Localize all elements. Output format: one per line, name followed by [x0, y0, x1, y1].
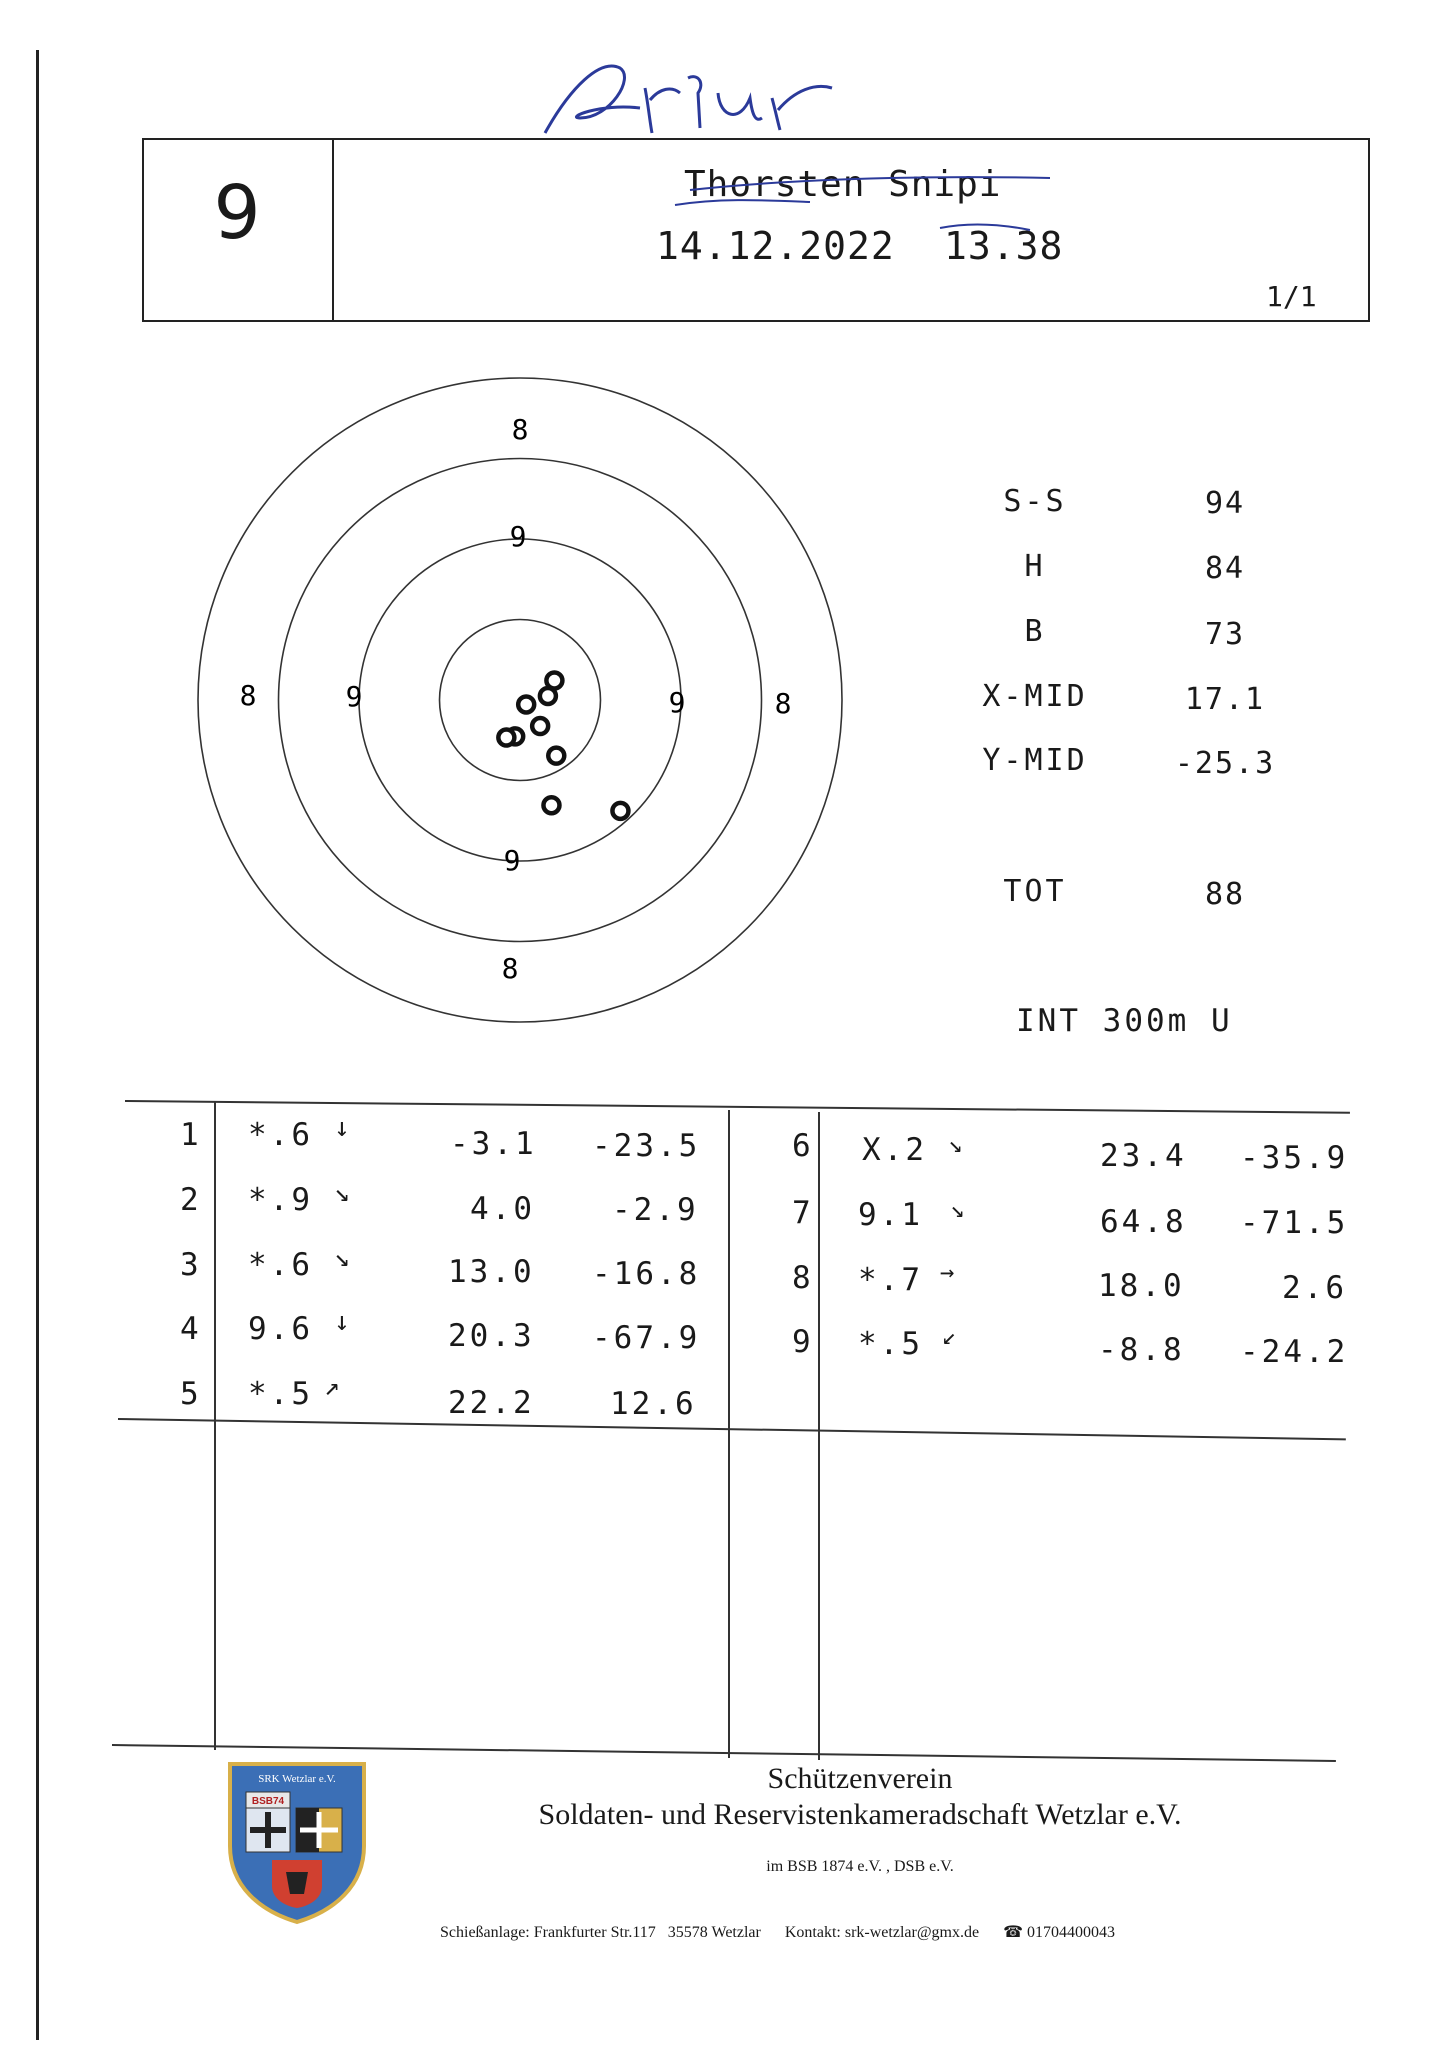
stat-value-b: 73 — [1204, 617, 1246, 652]
shot-7-direction-icon: ↘ — [950, 1195, 968, 1223]
shot-5-no: 5 — [180, 1376, 202, 1412]
shot-5-y: 12.6 — [610, 1386, 697, 1422]
hit-marker-9 — [498, 730, 514, 746]
stat-label-b: B — [1024, 614, 1046, 649]
ring-label-outer-top: 8 — [511, 413, 529, 446]
shot-2-direction-icon: ↘ — [334, 1178, 353, 1208]
shooter-name: Thorsten Snipi — [684, 164, 1002, 205]
shot-1-direction-icon: ↓ — [334, 1113, 353, 1143]
shot-7-score: 9.1 — [858, 1197, 923, 1233]
shot-4-no: 4 — [180, 1311, 202, 1347]
table-mid-rule — [118, 1418, 1346, 1440]
ring-label-middle-bottom: 9 — [503, 844, 521, 877]
shot-7-x: 64.8 — [1100, 1204, 1187, 1240]
club-logo — [224, 1756, 370, 1926]
club-address: Schießanlage: Frankfurter Str.117 35578 Wetzlar — [440, 1924, 761, 1941]
club-email[interactable]: Kontakt: srk-wetzlar@gmx.de — [784, 1924, 980, 1941]
target-number: 9 — [213, 170, 261, 256]
phone-icon: ☎ — [1003, 1924, 1024, 1941]
ring-label-middle-right: 9 — [668, 686, 686, 719]
target-diagram — [190, 370, 850, 1030]
hit-marker-7 — [612, 803, 628, 819]
hit-marker-4 — [543, 797, 559, 813]
shot-6-score: X.2 — [862, 1132, 927, 1168]
shot-3-direction-icon: ↘ — [334, 1243, 353, 1273]
table-top-rule — [125, 1100, 1350, 1114]
stat-label-h: H — [1024, 549, 1046, 584]
club-phone: 01704400043 — [1027, 1924, 1116, 1941]
ring-label-middle-left: 9 — [345, 680, 363, 713]
shot-3-score: *.6 — [248, 1247, 313, 1283]
ring-label-outer-bottom: 8 — [501, 952, 519, 985]
hit-marker-3 — [532, 718, 548, 734]
shot-9-no: 9 — [792, 1324, 814, 1360]
table-col-divider-2 — [728, 1110, 730, 1758]
shot-2-score: *.9 — [248, 1182, 313, 1218]
shot-8-score: *.7 — [858, 1262, 923, 1298]
shot-1-no: 1 — [180, 1117, 202, 1153]
shot-5-x: 22.2 — [448, 1385, 535, 1421]
hit-marker-2 — [518, 696, 534, 712]
stat-value-ymid: -25.3 — [1174, 746, 1276, 781]
shot-2-x: 4.0 — [470, 1191, 535, 1227]
stat-value-h: 84 — [1204, 551, 1246, 586]
svg-text:SRK Wetzlar e.V.: SRK Wetzlar e.V. — [258, 1773, 336, 1785]
hit-marker-8 — [540, 688, 556, 704]
shot-7-y: -71.5 — [1240, 1205, 1349, 1241]
shot-9-direction-icon: ↙ — [942, 1322, 960, 1350]
shot-8-direction-icon: → — [940, 1258, 958, 1286]
club-type: Schützenverein — [767, 1762, 953, 1795]
stat-label-xmid: X-MID — [982, 679, 1088, 714]
shot-7-no: 7 — [792, 1195, 814, 1231]
header-divider — [332, 140, 334, 320]
shot-6-x: 23.4 — [1100, 1138, 1187, 1174]
pen-strike-marks — [660, 160, 1060, 260]
shot-8-x: 18.0 — [1098, 1268, 1185, 1304]
shot-6-y: -35.9 — [1240, 1140, 1349, 1176]
stat-label-tot: TOT — [1003, 874, 1067, 909]
ring-label-outer-left: 8 — [239, 679, 257, 712]
ring-label-outer-right: 8 — [774, 687, 792, 720]
stat-value-xmid: 17.1 — [1184, 682, 1266, 717]
table-col-divider-1 — [214, 1102, 216, 1750]
shot-1-x: -3.1 — [450, 1126, 537, 1162]
shot-4-x: 20.3 — [448, 1318, 535, 1354]
handwritten-signature — [540, 48, 840, 148]
shot-3-no: 3 — [180, 1247, 202, 1283]
shot-9-y: -24.2 — [1240, 1334, 1349, 1370]
shot-6-direction-icon: ↘ — [948, 1130, 966, 1158]
club-name: Soldaten- und Reservistenkameradschaft Wetzlar e.V. — [538, 1798, 1182, 1831]
shot-9-x: -8.8 — [1098, 1332, 1185, 1368]
shot-8-no: 8 — [792, 1260, 814, 1296]
shot-2-no: 2 — [180, 1182, 202, 1218]
shot-5-score: *.5 — [248, 1376, 313, 1412]
shot-3-y: -16.8 — [592, 1256, 701, 1292]
shot-9-score: *.5 — [858, 1326, 923, 1362]
page-indicator: 1/1 — [1266, 280, 1317, 313]
shot-1-score: *.6 — [248, 1117, 313, 1153]
stat-value-ss: 94 — [1204, 486, 1246, 521]
session-time: 13.38 — [944, 224, 1064, 268]
stat-label-ymid: Y-MID — [982, 743, 1088, 778]
session-date: 14.12.2022 — [656, 224, 895, 268]
shot-3-x: 13.0 — [448, 1254, 535, 1290]
shot-6-no: 6 — [792, 1128, 814, 1164]
shot-2-y: -2.9 — [612, 1192, 699, 1228]
ring-label-middle-top: 9 — [509, 520, 527, 553]
shot-4-score: 9.6 — [248, 1311, 313, 1347]
table-col-divider-3 — [818, 1112, 820, 1760]
svg-text:BSB74: BSB74 — [251, 1796, 285, 1807]
shot-5-direction-icon: ↗ — [324, 1372, 343, 1402]
club-membership: im BSB 1874 e.V. , DSB e.V. — [766, 1858, 954, 1875]
hit-marker-6 — [548, 748, 564, 764]
stat-label-ss: S-S — [1003, 484, 1067, 519]
contact-line — [440, 1922, 1115, 1942]
stat-value-tot: 88 — [1204, 877, 1246, 912]
discipline-label: INT 300m U — [1016, 1003, 1233, 1039]
page-left-edge — [36, 50, 39, 2040]
shot-4-direction-icon: ↓ — [334, 1307, 353, 1337]
shot-4-y: -67.9 — [592, 1320, 701, 1356]
shot-1-y: -23.5 — [592, 1128, 701, 1164]
shot-8-y: 2.6 — [1282, 1270, 1347, 1306]
